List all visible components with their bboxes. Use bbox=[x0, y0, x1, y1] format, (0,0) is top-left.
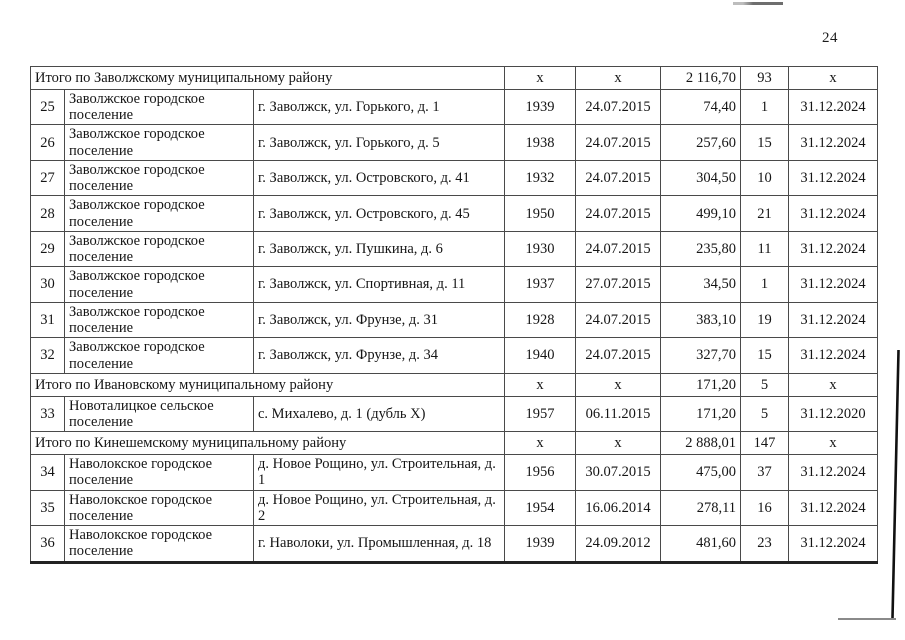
area-cell: 257,60 bbox=[661, 125, 741, 160]
address-cell: д. Новое Рощино, ул. Строительная, д. 1 bbox=[254, 455, 505, 490]
area-cell: 383,10 bbox=[661, 302, 741, 337]
settlement-cell: Заволжское городское поселение bbox=[65, 302, 254, 337]
year-built-cell: x bbox=[505, 432, 576, 455]
settlement-cell: Заволжское городское поселение bbox=[65, 338, 254, 373]
settlement-cell: Заволжское городское поселение bbox=[65, 160, 254, 195]
row-number-cell: 32 bbox=[31, 338, 65, 373]
scan-artifact-right-line bbox=[889, 350, 901, 618]
area-cell: 2 116,70 bbox=[661, 67, 741, 90]
year-built-cell: 1940 bbox=[505, 338, 576, 373]
settlement-cell: Заволжское городское поселение bbox=[65, 90, 254, 125]
end-date-cell: 31.12.2024 bbox=[789, 526, 878, 562]
end-date-cell: 31.12.2024 bbox=[789, 231, 878, 266]
date-cell: 24.07.2015 bbox=[576, 231, 661, 266]
row-number-cell: 30 bbox=[31, 267, 65, 302]
apartments-count-cell: 5 bbox=[741, 396, 789, 431]
year-built-cell: 1939 bbox=[505, 90, 576, 125]
apartments-count-cell: 1 bbox=[741, 90, 789, 125]
year-built-cell: 1956 bbox=[505, 455, 576, 490]
apartments-count-cell: 147 bbox=[741, 432, 789, 455]
table-row bbox=[31, 231, 878, 266]
year-built-cell: 1957 bbox=[505, 396, 576, 431]
summary-label-cell: Итого по Кинешемскому муниципальному району bbox=[31, 432, 505, 455]
row-number-cell: 26 bbox=[31, 125, 65, 160]
settlement-cell: Наволокское городское поселение bbox=[65, 526, 254, 562]
date-cell: x bbox=[576, 432, 661, 455]
date-cell: 06.11.2015 bbox=[576, 396, 661, 431]
end-date-cell: 31.12.2024 bbox=[789, 490, 878, 525]
year-built-cell: 1930 bbox=[505, 231, 576, 266]
area-cell: 235,80 bbox=[661, 231, 741, 266]
year-built-cell: 1937 bbox=[505, 267, 576, 302]
area-cell: 327,70 bbox=[661, 338, 741, 373]
area-cell: 304,50 bbox=[661, 160, 741, 195]
table-row bbox=[31, 160, 878, 195]
apartments-count-cell: 11 bbox=[741, 231, 789, 266]
settlement-cell: Заволжское городское поселение bbox=[65, 125, 254, 160]
date-cell: 24.07.2015 bbox=[576, 125, 661, 160]
row-number-cell: 31 bbox=[31, 302, 65, 337]
area-cell: 278,11 bbox=[661, 490, 741, 525]
table-row bbox=[31, 267, 878, 302]
area-cell: 2 888,01 bbox=[661, 432, 741, 455]
page-number: 24 bbox=[822, 30, 838, 46]
table-row bbox=[31, 125, 878, 160]
summary-label-cell: Итого по Заволжскому муниципальному району bbox=[31, 67, 505, 90]
end-date-cell: 31.12.2020 bbox=[789, 396, 878, 431]
end-date-cell: 31.12.2024 bbox=[789, 338, 878, 373]
date-cell: x bbox=[576, 373, 661, 396]
district-summary-row bbox=[31, 432, 878, 455]
settlement-cell: Заволжское городское поселение bbox=[65, 231, 254, 266]
area-cell: 74,40 bbox=[661, 90, 741, 125]
housing-program-table bbox=[30, 66, 878, 564]
address-cell: г. Заволжск, ул. Пушкина, д. 6 bbox=[254, 231, 505, 266]
address-cell: г. Заволжск, ул. Фрунзе, д. 34 bbox=[254, 338, 505, 373]
year-built-cell: x bbox=[505, 373, 576, 396]
area-cell: 475,00 bbox=[661, 455, 741, 490]
row-number-cell: 28 bbox=[31, 196, 65, 231]
table-row bbox=[31, 526, 878, 562]
address-cell: г. Заволжск, ул. Островского, д. 41 bbox=[254, 160, 505, 195]
settlement-cell: Наволокское городское поселение bbox=[65, 490, 254, 525]
date-cell: 24.07.2015 bbox=[576, 302, 661, 337]
year-built-cell: 1928 bbox=[505, 302, 576, 337]
row-number-cell: 36 bbox=[31, 526, 65, 562]
date-cell: 24.07.2015 bbox=[576, 160, 661, 195]
settlement-cell: Заволжское городское поселение bbox=[65, 196, 254, 231]
apartments-count-cell: 15 bbox=[741, 338, 789, 373]
apartments-count-cell: 5 bbox=[741, 373, 789, 396]
address-cell: г. Заволжск, ул. Островского, д. 45 bbox=[254, 196, 505, 231]
end-date-cell: 31.12.2024 bbox=[789, 125, 878, 160]
table-row bbox=[31, 396, 878, 431]
date-cell: x bbox=[576, 67, 661, 90]
date-cell: 24.09.2012 bbox=[576, 526, 661, 562]
scan-artifact-bottom-dash bbox=[838, 618, 896, 620]
address-cell: г. Заволжск, ул. Горького, д. 1 bbox=[254, 90, 505, 125]
date-cell: 24.07.2015 bbox=[576, 196, 661, 231]
area-cell: 34,50 bbox=[661, 267, 741, 302]
end-date-cell: 31.12.2024 bbox=[789, 196, 878, 231]
area-cell: 171,20 bbox=[661, 373, 741, 396]
row-number-cell: 35 bbox=[31, 490, 65, 525]
address-cell: г. Заволжск, ул. Спортивная, д. 11 bbox=[254, 267, 505, 302]
end-date-cell: 31.12.2024 bbox=[789, 455, 878, 490]
area-cell: 481,60 bbox=[661, 526, 741, 562]
table-row bbox=[31, 455, 878, 490]
table-body bbox=[31, 67, 878, 563]
table-row bbox=[31, 338, 878, 373]
table-row bbox=[31, 302, 878, 337]
address-cell: с. Михалево, д. 1 (дубль Х) bbox=[254, 396, 505, 431]
scan-artifact-top-dash bbox=[733, 2, 783, 5]
date-cell: 16.06.2014 bbox=[576, 490, 661, 525]
date-cell: 24.07.2015 bbox=[576, 90, 661, 125]
address-cell: г. Заволжск, ул. Горького, д. 5 bbox=[254, 125, 505, 160]
apartments-count-cell: 15 bbox=[741, 125, 789, 160]
apartments-count-cell: 16 bbox=[741, 490, 789, 525]
apartments-count-cell: 19 bbox=[741, 302, 789, 337]
apartments-count-cell: 10 bbox=[741, 160, 789, 195]
apartments-count-cell: 37 bbox=[741, 455, 789, 490]
address-cell: д. Новое Рощино, ул. Строительная, д. 2 bbox=[254, 490, 505, 525]
end-date-cell: 31.12.2024 bbox=[789, 90, 878, 125]
year-built-cell: x bbox=[505, 67, 576, 90]
table-row bbox=[31, 90, 878, 125]
settlement-cell: Заволжское городское поселение bbox=[65, 267, 254, 302]
summary-label-cell: Итого по Ивановскому муниципальному району bbox=[31, 373, 505, 396]
settlement-cell: Новоталицкое сельское поселение bbox=[65, 396, 254, 431]
area-cell: 171,20 bbox=[661, 396, 741, 431]
year-built-cell: 1938 bbox=[505, 125, 576, 160]
year-built-cell: 1954 bbox=[505, 490, 576, 525]
apartments-count-cell: 23 bbox=[741, 526, 789, 562]
apartments-count-cell: 1 bbox=[741, 267, 789, 302]
row-number-cell: 34 bbox=[31, 455, 65, 490]
district-summary-row bbox=[31, 67, 878, 90]
district-summary-row bbox=[31, 373, 878, 396]
date-cell: 30.07.2015 bbox=[576, 455, 661, 490]
date-cell: 24.07.2015 bbox=[576, 338, 661, 373]
end-date-cell: x bbox=[789, 67, 878, 90]
year-built-cell: 1950 bbox=[505, 196, 576, 231]
apartments-count-cell: 21 bbox=[741, 196, 789, 231]
end-date-cell: 31.12.2024 bbox=[789, 160, 878, 195]
row-number-cell: 33 bbox=[31, 396, 65, 431]
year-built-cell: 1932 bbox=[505, 160, 576, 195]
date-cell: 27.07.2015 bbox=[576, 267, 661, 302]
table-row bbox=[31, 490, 878, 525]
end-date-cell: 31.12.2024 bbox=[789, 267, 878, 302]
row-number-cell: 27 bbox=[31, 160, 65, 195]
address-cell: г. Наволоки, ул. Промышленная, д. 18 bbox=[254, 526, 505, 562]
apartments-count-cell: 93 bbox=[741, 67, 789, 90]
row-number-cell: 25 bbox=[31, 90, 65, 125]
settlement-cell: Наволокское городское поселение bbox=[65, 455, 254, 490]
address-cell: г. Заволжск, ул. Фрунзе, д. 31 bbox=[254, 302, 505, 337]
end-date-cell: 31.12.2024 bbox=[789, 302, 878, 337]
year-built-cell: 1939 bbox=[505, 526, 576, 562]
end-date-cell: x bbox=[789, 432, 878, 455]
row-number-cell: 29 bbox=[31, 231, 65, 266]
end-date-cell: x bbox=[789, 373, 878, 396]
area-cell: 499,10 bbox=[661, 196, 741, 231]
table-row bbox=[31, 196, 878, 231]
